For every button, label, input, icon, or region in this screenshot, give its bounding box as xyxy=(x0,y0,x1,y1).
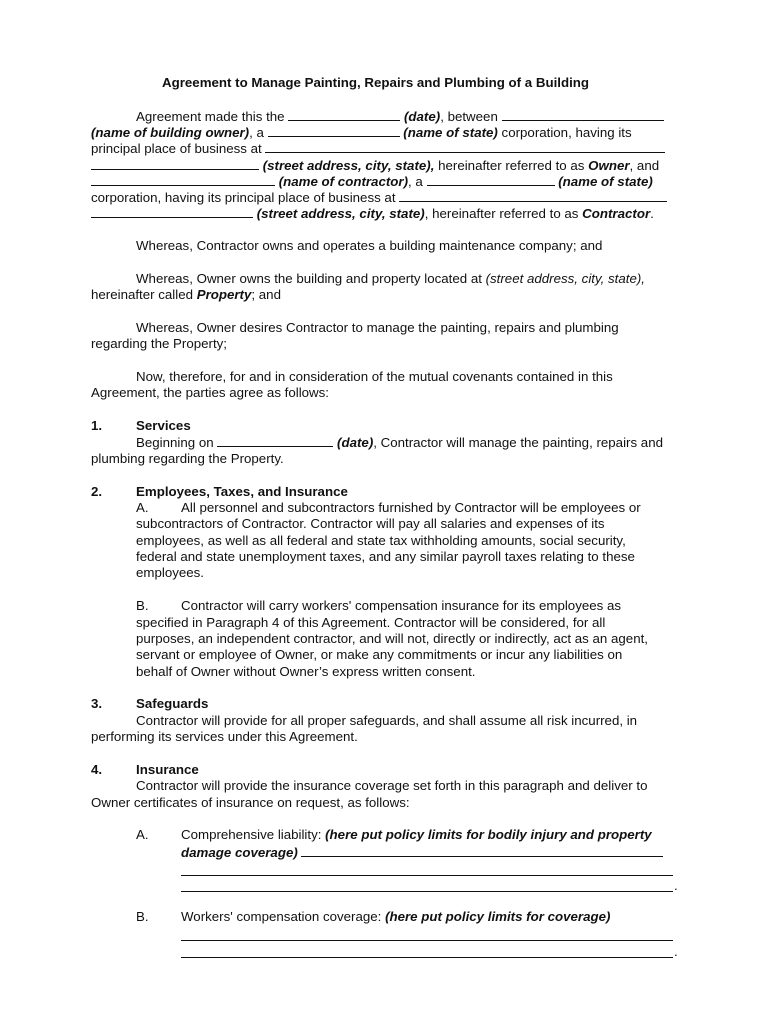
section-4b-line-1: Workers' compensation coverage: (here put policy limits for coverage) xyxy=(181,909,611,924)
liability-blank-1 xyxy=(301,844,663,857)
section-1-line-1: Beginning on (date), Contractor will manage the painting, repairs and xyxy=(136,435,663,450)
now-therefore-line-2: Agreement, the parties agree as follows: xyxy=(91,385,329,400)
section-1-number: 1. xyxy=(91,418,103,433)
owner-name-blank xyxy=(502,108,664,121)
section-2b-line-1: Contractor will carry workers' compensation insurance for its employees as xyxy=(181,598,622,613)
whereas-3-line-1: Whereas, Owner desires Contractor to manage the painting, repairs and plumbing xyxy=(136,320,619,335)
section-2a-label: A. xyxy=(136,500,149,515)
section-2a-line-2: subcontractors of Contractor. Contractor will pay all salaries and expenses of its xyxy=(136,516,605,531)
liability-period: . xyxy=(674,878,678,893)
workers-comp-blank-2 xyxy=(181,957,673,958)
whereas-2-line-2: hereinafter called Property; and xyxy=(91,287,281,302)
date-blank xyxy=(288,108,400,121)
intro-line-7: (street address, city, state), hereinafter referred to as Contractor. xyxy=(91,205,654,222)
section-2a-line-3: employees, as well as all federal and state tax withholding amounts, social security, xyxy=(136,533,626,548)
section-4a-label: A. xyxy=(136,827,149,842)
section-2-heading: Employees, Taxes, and Insurance xyxy=(136,484,348,499)
section-2b-line-2: specified in Paragraph 4 of this Agreement. Contractor will be considered, for all xyxy=(136,615,606,630)
section-2b-line-3: purposes, an independent contractor, and will not, directly or indirectly, act as an agent, xyxy=(136,631,648,646)
intro-line-6: corporation, having its principal place of business at xyxy=(91,189,667,206)
section-2b-line-5: behalf of Owner without Owner’s express written consent. xyxy=(136,664,476,679)
intro-line-1: Agreement made this the (date), between xyxy=(136,108,664,125)
liability-blank-3 xyxy=(181,891,673,892)
section-1-heading: Services xyxy=(136,418,191,433)
workers-comp-blank-1 xyxy=(181,940,673,941)
section-2a-line-1: All personnel and subcontractors furnished by Contractor will be employees or xyxy=(181,500,641,515)
section-4a-line-1: Comprehensive liability: (here put policy limits for bodily injury and property xyxy=(181,827,652,842)
document-title: Agreement to Manage Painting, Repairs and Plumbing of a Building xyxy=(162,75,590,90)
section-2b-label: B. xyxy=(136,598,149,613)
section-4-heading: Insurance xyxy=(136,762,199,777)
contractor-state-blank xyxy=(427,173,555,186)
whereas-3-line-2: regarding the Property; xyxy=(91,336,228,351)
intro-line-2: (name of building owner), a (name of state) corporation, having its xyxy=(91,125,632,140)
section-3-heading: Safeguards xyxy=(136,696,209,711)
now-therefore-line-1: Now, therefore, for and in consideration of the mutual covenants contained in this xyxy=(136,369,613,384)
section-2a-line-4: federal and state unemployment taxes, and any similar payroll taxes relating to these xyxy=(136,549,635,564)
section-4-number: 4. xyxy=(91,762,103,777)
owner-state-blank xyxy=(268,124,400,137)
intro-line-3: principal place of business at xyxy=(91,140,665,157)
workers-comp-period: . xyxy=(674,944,678,959)
contractor-address-blank-2 xyxy=(91,205,253,218)
owner-address-blank-1 xyxy=(265,140,665,153)
whereas-2-line-1: Whereas, Owner owns the building and property located at (street address, city, state), xyxy=(136,271,645,286)
owner-address-blank-2 xyxy=(91,157,259,170)
section-3-line-2: performing its services under this Agreement. xyxy=(91,729,358,744)
contractor-name-blank xyxy=(91,173,275,186)
section-3-line-1: Contractor will provide for all proper safeguards, and shall assume all risk incurred, in xyxy=(136,713,638,728)
section-2a-line-5: employees. xyxy=(136,565,204,580)
section-3-number: 3. xyxy=(91,696,103,711)
services-date-blank xyxy=(217,434,333,447)
whereas-1: Whereas, Contractor owns and operates a building maintenance company; and xyxy=(136,238,603,253)
intro-line-4: (street address, city, state), hereinafter referred to as Owner, and xyxy=(91,157,659,174)
section-2-number: 2. xyxy=(91,484,103,499)
liability-blank-2 xyxy=(181,875,673,876)
section-1-line-2: plumbing regarding the Property. xyxy=(91,451,284,466)
contractor-address-blank-1 xyxy=(399,189,667,202)
intro-line-5: (name of contractor), a (name of state) xyxy=(91,173,653,190)
section-4-line-1: Contractor will provide the insurance coverage set forth in this paragraph and deliver to xyxy=(136,778,648,793)
section-4a-line-2: damage coverage) xyxy=(181,844,663,861)
section-4-line-2: Owner certificates of insurance on request, as follows: xyxy=(91,795,410,810)
section-4b-label: B. xyxy=(136,909,149,924)
section-2b-line-4: servant or employee of Owner, or make any commitments or incur any liabilities on xyxy=(136,647,623,662)
